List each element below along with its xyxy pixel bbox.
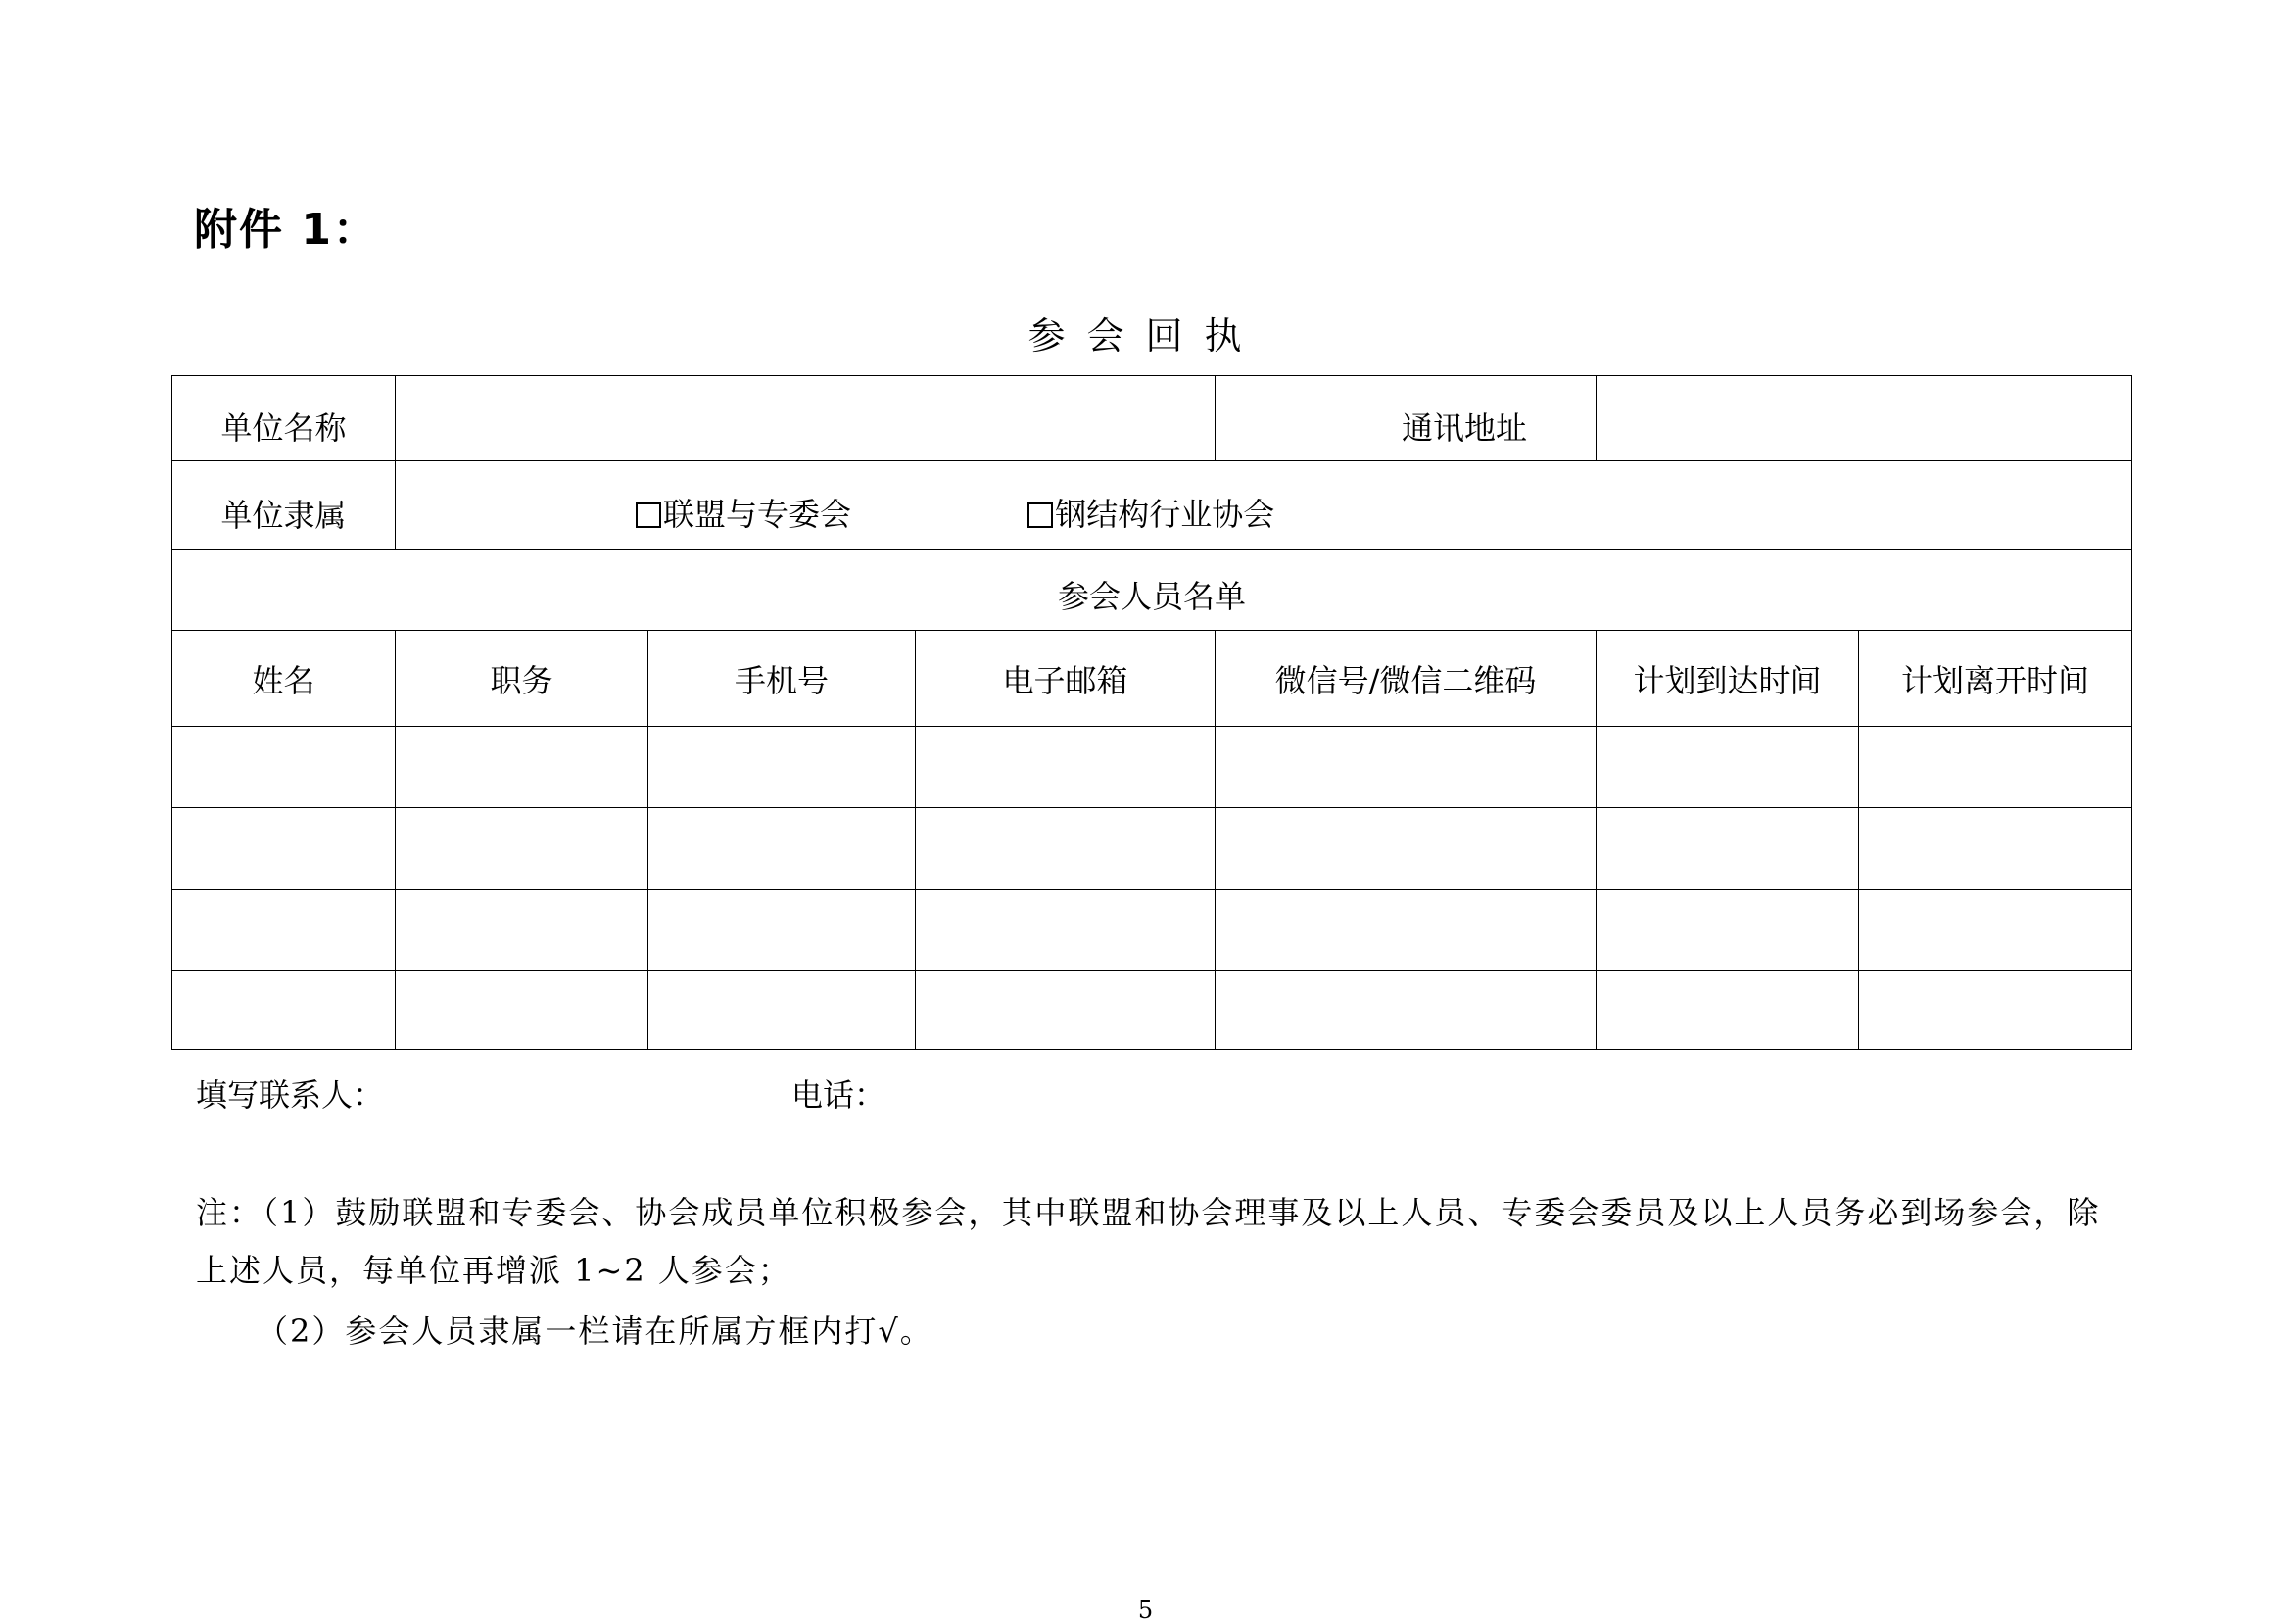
attendee-cell[interactable] bbox=[1216, 727, 1597, 808]
attachment-heading: 附件 1： bbox=[194, 205, 378, 255]
column-header: 微信号/微信二维码 bbox=[1216, 631, 1597, 727]
attendee-cell[interactable] bbox=[916, 727, 1216, 808]
note-line: 上述人员，每单位再增派 1~2 人参会； bbox=[196, 1252, 791, 1289]
attendee-row bbox=[172, 971, 2132, 1050]
attendee-cell[interactable] bbox=[1597, 808, 1859, 890]
attendee-cell[interactable] bbox=[916, 971, 1216, 1050]
attendee-row bbox=[172, 808, 2132, 890]
attendee-cell[interactable] bbox=[1216, 808, 1597, 890]
attendee-cell[interactable] bbox=[1859, 808, 2132, 890]
attendee-row bbox=[172, 727, 2132, 808]
attendee-section-title: 参会人员名单 bbox=[172, 550, 2132, 631]
attendee-row bbox=[172, 890, 2132, 971]
attendee-cell[interactable] bbox=[1216, 890, 1597, 971]
attendee-cell[interactable] bbox=[648, 727, 916, 808]
column-header: 手机号 bbox=[648, 631, 916, 727]
affiliation-options bbox=[396, 461, 2132, 550]
page-number: 5 bbox=[1137, 1597, 1154, 1624]
attendee-cell[interactable] bbox=[1597, 890, 1859, 971]
contact-phone-label: 电话： bbox=[791, 1076, 886, 1114]
attendee-cell[interactable] bbox=[172, 808, 396, 890]
attendee-cell[interactable] bbox=[1859, 890, 2132, 971]
address-label: 通讯地址 bbox=[1216, 376, 1597, 461]
attendee-cell[interactable] bbox=[648, 890, 916, 971]
address-field[interactable] bbox=[1597, 376, 2132, 461]
receipt-form-table bbox=[171, 375, 2132, 1050]
attendee-cell[interactable] bbox=[396, 727, 648, 808]
attendee-cell[interactable] bbox=[172, 727, 396, 808]
form-title: 参会回执 bbox=[1027, 314, 1264, 358]
column-header: 计划离开时间 bbox=[1859, 631, 2132, 727]
contact-person-label: 填写联系人： bbox=[196, 1076, 385, 1114]
affiliation-label: 单位隶属 bbox=[172, 461, 396, 550]
attendee-cell[interactable] bbox=[396, 971, 648, 1050]
unit-name-field[interactable] bbox=[396, 376, 1216, 461]
attendee-cell[interactable] bbox=[396, 808, 648, 890]
note-line: 注：（1）鼓励联盟和专委会、协会成员单位积极参会，其中联盟和协会理事及以上人员、专委会委员及以上人员务必到场参会，除 bbox=[196, 1194, 2101, 1231]
affiliation-option-association[interactable] bbox=[1027, 490, 1274, 535]
attendee-cell[interactable] bbox=[172, 890, 396, 971]
column-header: 电子邮箱 bbox=[916, 631, 1216, 727]
column-header: 职务 bbox=[396, 631, 648, 727]
unit-name-label: 单位名称 bbox=[172, 376, 396, 461]
attendee-cell[interactable] bbox=[916, 890, 1216, 971]
attendee-cell[interactable] bbox=[1216, 971, 1597, 1050]
attendee-cell[interactable] bbox=[396, 890, 648, 971]
note-line: （2）参会人员隶属一栏请在所属方框内打√。 bbox=[257, 1313, 933, 1350]
attendee-cell[interactable] bbox=[1859, 727, 2132, 808]
attendee-cell[interactable] bbox=[1597, 727, 1859, 808]
column-header: 姓名 bbox=[172, 631, 396, 727]
attendee-header-row bbox=[172, 631, 2132, 727]
checkbox-icon[interactable] bbox=[636, 502, 661, 528]
attendee-cell[interactable] bbox=[1597, 971, 1859, 1050]
attendee-cell[interactable] bbox=[648, 971, 916, 1050]
attendee-cell[interactable] bbox=[916, 808, 1216, 890]
attendee-cell[interactable] bbox=[172, 971, 396, 1050]
attendee-cell[interactable] bbox=[1859, 971, 2132, 1050]
column-header: 计划到达时间 bbox=[1597, 631, 1859, 727]
affiliation-option-alliance[interactable] bbox=[636, 490, 851, 535]
affiliation-option-label: 钢结构行业协会 bbox=[1055, 496, 1275, 533]
attendee-cell[interactable] bbox=[648, 808, 916, 890]
affiliation-option-label: 联盟与专委会 bbox=[663, 496, 852, 533]
checkbox-icon[interactable] bbox=[1027, 502, 1053, 528]
